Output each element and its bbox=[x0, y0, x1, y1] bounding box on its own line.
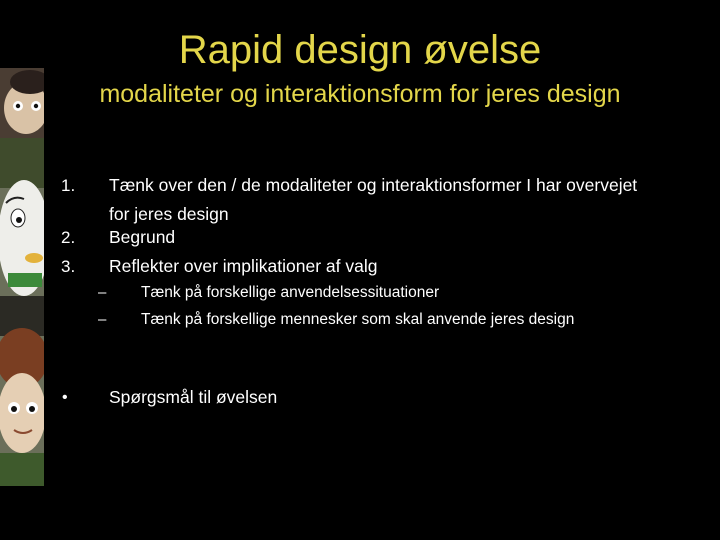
list-number: 2. bbox=[61, 228, 76, 247]
slide-title: Rapid design øvelse bbox=[178, 28, 542, 72]
bullet-marker: • bbox=[62, 389, 68, 406]
sub-list-marker: – bbox=[98, 311, 107, 328]
slide-subtitle: modaliteter og interaktionsform for jeres design bbox=[99, 80, 621, 108]
list-number: 3. bbox=[61, 257, 76, 276]
list-number: 1. bbox=[61, 176, 76, 195]
sub-list-marker: – bbox=[98, 284, 107, 301]
bullet-item: Spørgsmål til øvelsen bbox=[109, 387, 278, 407]
list-item: Tænk over den / de modaliteter og interaktionsformer I har overvejet for jeres design bbox=[109, 175, 638, 224]
sub-list-item: Tænk på forskellige anvendelsessituationer bbox=[141, 284, 440, 301]
list-item: Reflekter over implikationer af valg bbox=[109, 256, 378, 276]
sub-list-item: Tænk på forskellige mennesker som skal anvende jeres design bbox=[141, 311, 575, 328]
list-item: Begrund bbox=[109, 227, 176, 247]
cartoon-characters-image bbox=[0, 68, 44, 486]
